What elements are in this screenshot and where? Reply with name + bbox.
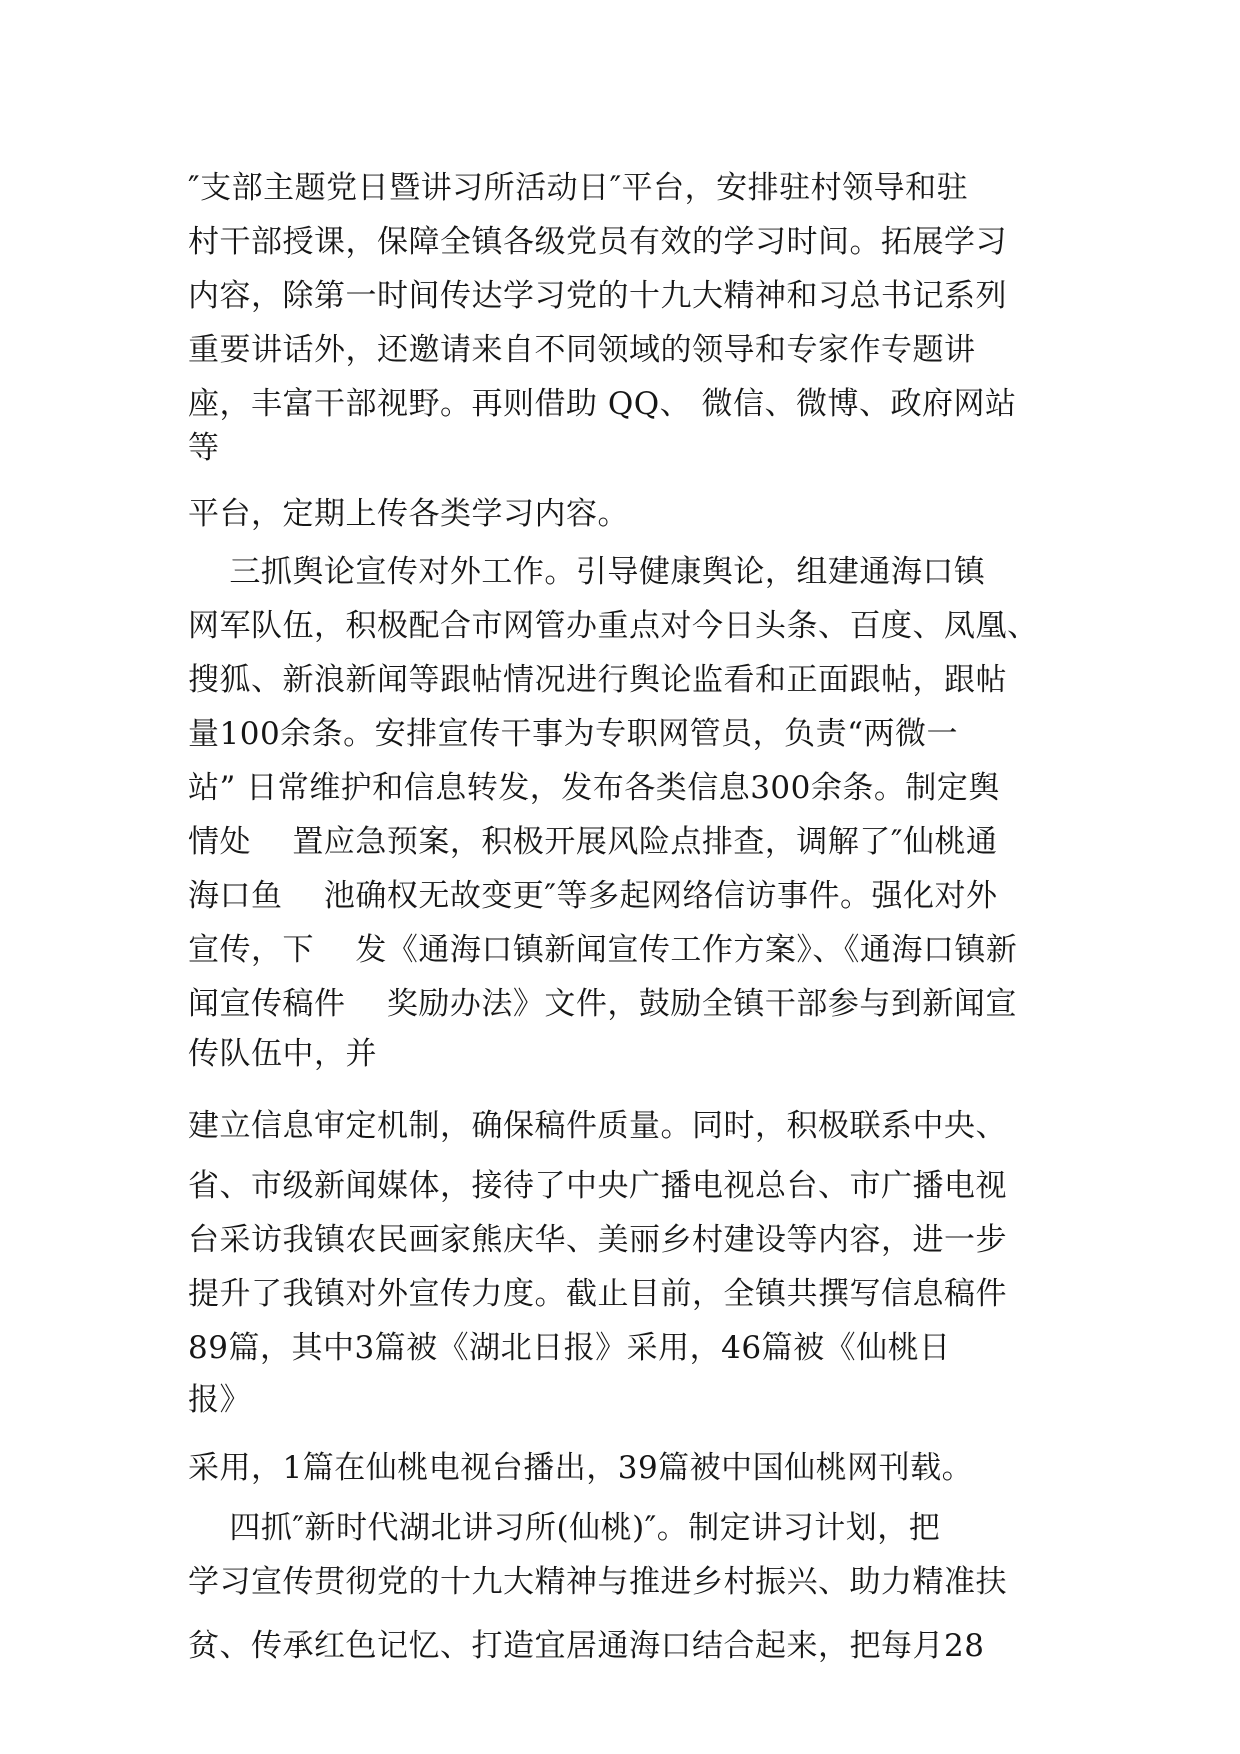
text-line: 提升了我镇对外宣传力度。截止目前，全镇共撰写信息稿件 xyxy=(188,1276,1007,1312)
text-line: 闻宣传稿件 奖励办法》文件，鼓励全镇干部参与到新闻宣 xyxy=(188,986,1017,1022)
text-line: 海口鱼 池确权无故变更″等多起网络信访事件。强化对外 xyxy=(188,878,998,914)
text-line: 平台，定期上传各类学习内容。 xyxy=(188,496,629,532)
text-line: 内容，除第一时间传达学习党的十九大精神和习总书记系列 xyxy=(188,278,1007,314)
text-line: 传队伍中，并 xyxy=(188,1036,377,1072)
text-line: 四抓″新时代湖北讲习所(仙桃)″。制定讲习计划，把 xyxy=(188,1510,941,1546)
text-line: 89篇，其中3篇被《湖北日报》采用，46篇被《仙桃日 xyxy=(188,1330,951,1366)
text-line: 重要讲话外，还邀请来自不同领域的领导和专家作专题讲 xyxy=(188,332,976,368)
text-line: 采用，1篇在仙桃电视台播出，39篇被中国仙桃网刊载。 xyxy=(188,1450,974,1486)
text-line: 等 xyxy=(188,430,220,466)
text-line: 宣传，下 发《通海口镇新闻宣传工作方案》、《通海口镇新 xyxy=(188,932,1018,968)
text-line: ″支部主题党日暨讲习所活动日″平台，安排驻村领导和驻 xyxy=(188,170,969,206)
text-line: 网军队伍，积极配合市网管办重点对今日头条、百度、凤凰、 xyxy=(188,608,1039,644)
text-line: 搜狐、新浪新闻等跟帖情况进行舆论监看和正面跟帖，跟帖 xyxy=(188,662,1007,698)
text-line: 建立信息审定机制，确保稿件质量。同时，积极联系中央、 xyxy=(188,1108,1007,1144)
text-line: 省、市级新闻媒体，接待了中央广播电视总台、市广播电视 xyxy=(188,1168,1007,1204)
text-line: 站” 日常维护和信息转发，发布各类信息300余条。制定舆 xyxy=(188,770,1000,806)
text-line: 学习宣传贯彻党的十九大精神与推进乡村振兴、助力精准扶 xyxy=(188,1564,1007,1600)
text-line: 座，丰富干部视野。再则借助 QQ、 微信、微博、政府网站 xyxy=(188,386,1017,422)
text-line: 贫、传承红色记忆、打造宜居通海口结合起来，把每月28 xyxy=(188,1628,985,1664)
text-line: 台采访我镇农民画家熊庆华、美丽乡村建设等内容，进一步 xyxy=(188,1222,1007,1258)
text-line: 量100余条。安排宣传干事为专职网管员，负责“两微一 xyxy=(188,716,959,752)
text-line: 村干部授课，保障全镇各级党员有效的学习时间。拓展学习 xyxy=(188,224,1007,260)
text-line: 报》 xyxy=(188,1382,251,1418)
text-line: 情处 置应急预案，积极开展风险点排查，调解了″仙桃通 xyxy=(188,824,998,860)
text-line: 三抓舆论宣传对外工作。引导健康舆论，组建通海口镇 xyxy=(188,554,986,590)
